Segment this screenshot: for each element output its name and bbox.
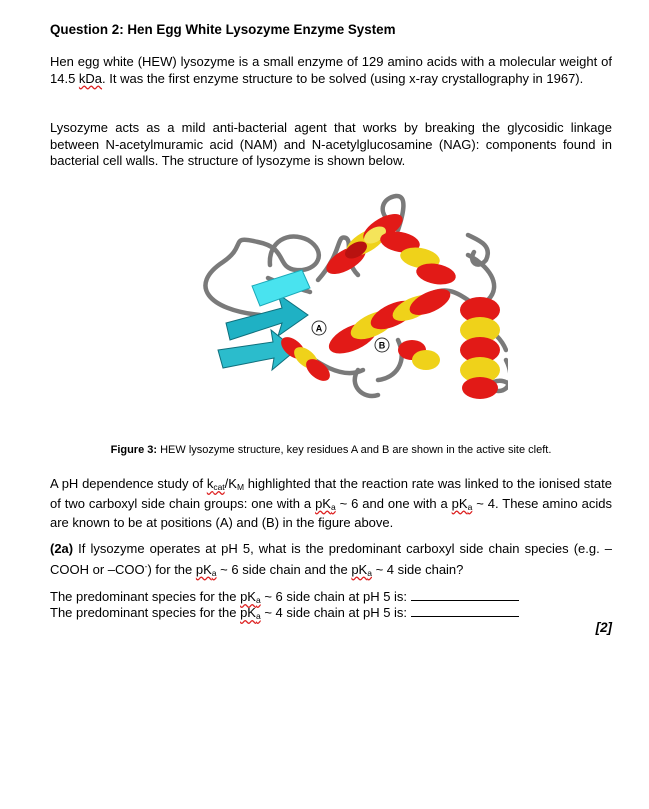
label-b-text: B <box>378 340 386 351</box>
residue-label-a <box>312 321 326 335</box>
ph-study-paragraph: A pH dependence study of $k_{cat}/K_M$ highlighted that the reaction rate was linked to the ionised state of two carboxyl side chain groups: one with a $pK_a$ ~ 6 and one with a $pK_a$ ~ 4. These amino acids are known to be at positions (A) and (B) in the figure above. <box>50 476 612 530</box>
answer-line-2: The predominant species for the $pK_a$ ~ 4 side chain at pH 5 is: <box>50 605 612 625</box>
lysozyme-ribbon-diagram <box>168 190 508 425</box>
intro-paragraph-1: Hen egg white (HEW) lysozyme is a small enzyme of 129 amino acids with a molecular weight of 14.5 kDa. It was the first enzyme structure to be solved (using x-ray crystallography in 1967). <box>50 54 612 86</box>
question-title: Question 2: Hen Egg White Lysozyme Enzyme System <box>50 22 396 37</box>
residue-label-b <box>375 338 389 352</box>
answer-blank-2[interactable] <box>411 606 519 617</box>
question-2a-label: (2a) <box>50 541 74 556</box>
marks-indicator: [2] <box>595 620 612 635</box>
question-2a: (2a) If lysozyme operates at pH 5, what is the predominant carboxyl side chain species (e.g. –COOH or –COO-) for the $pK_a$ ~ 6 side chain and the $pK_a$ ~ 4 side chain? <box>50 541 612 578</box>
alpha-helix-regions <box>277 208 500 399</box>
answer-blank-1[interactable] <box>411 590 519 601</box>
label-a-text: A <box>315 323 323 334</box>
intro-paragraph-2: Lysozyme acts as a mild anti-bacterial agent that works by breaking the glycosidic linkage between N-acetylmuramic acid (NAM) and N-acetylglucosamine (NAG): components found in bacterial cell walls. The structure of lysozyme is shown below. <box>50 120 612 168</box>
answer-line-1: The predominant species for the $pK_a$ ~ 6 side chain at pH 5 is: <box>50 589 612 609</box>
figure-caption: Figure 3: HEW lysozyme structure, key residues A and B are shown in the active site cleft. <box>110 444 552 456</box>
lysozyme-structure-figure <box>168 190 508 425</box>
